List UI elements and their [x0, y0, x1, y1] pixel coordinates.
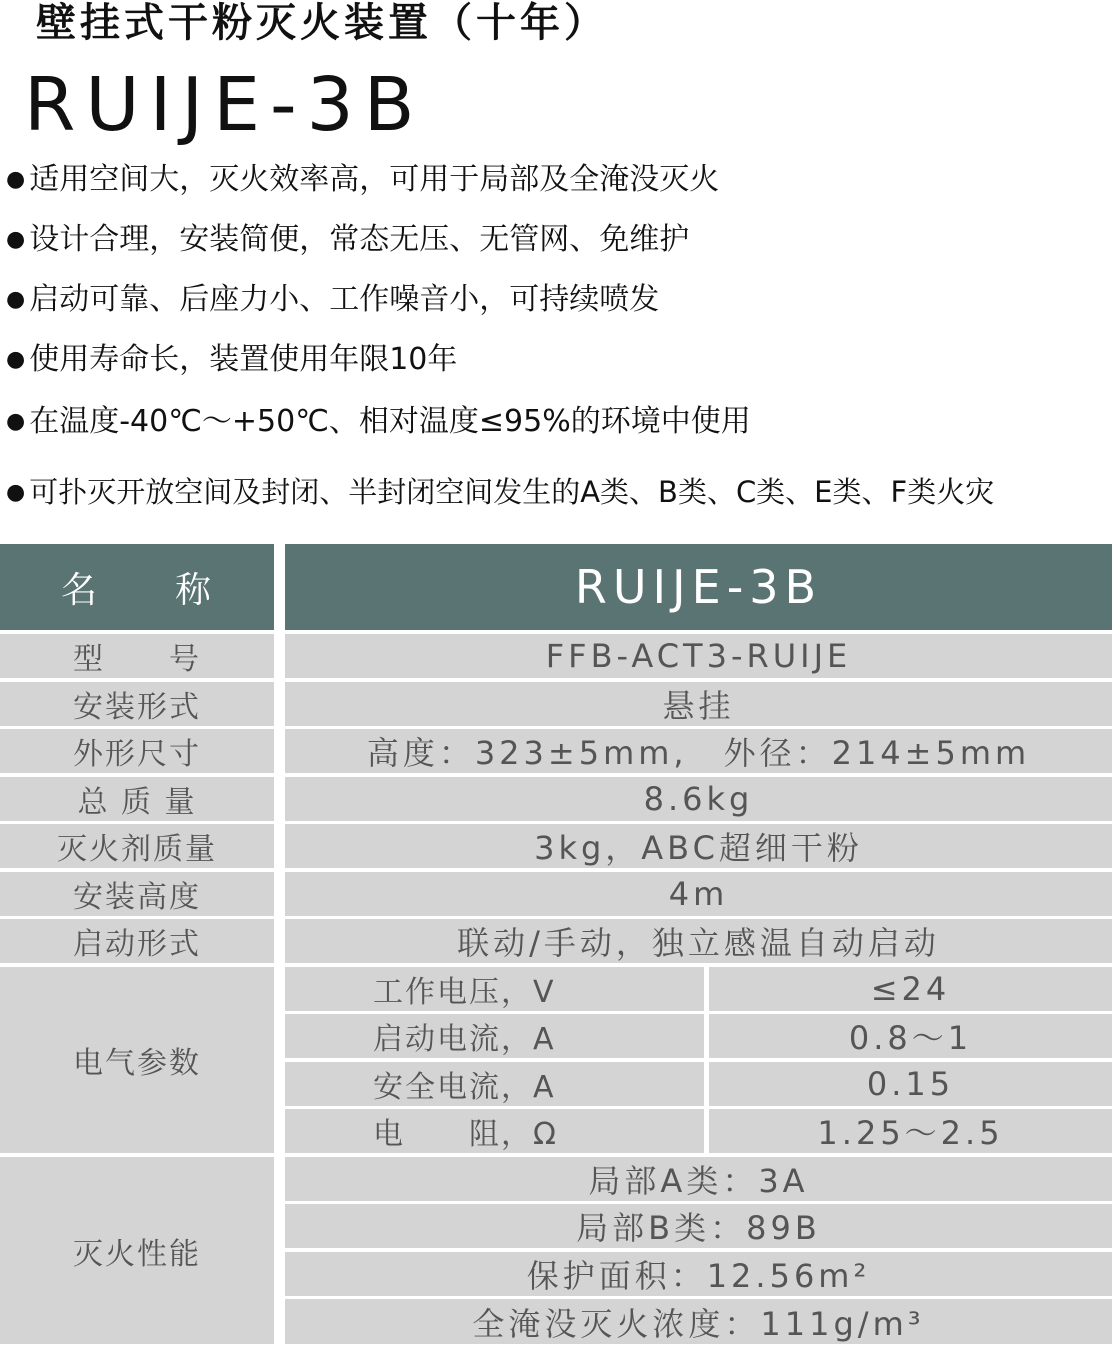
feature-text: 在温度-40℃～+50℃、相对温度≤95%的环境中使用: [29, 404, 751, 439]
performance-item: 局部A类：3A: [285, 1157, 1112, 1201]
electrical-param-name: 启动电流，A: [285, 1014, 704, 1058]
header-value-cell: RUIJE-3B: [285, 544, 1112, 630]
performance-item: 全淹没灭火浓度：111g/m³: [285, 1299, 1112, 1344]
spec-value-install: 悬挂: [285, 682, 1112, 726]
model-heading: RUIJE-3B: [24, 62, 425, 148]
electrical-param-value: 0.15: [709, 1062, 1112, 1106]
feature-text: 使用寿命长，装置使用年限10年: [29, 342, 458, 377]
electrical-param-value: 1.25～2.5: [709, 1109, 1112, 1153]
spec-label-size: 外形尺寸: [0, 729, 274, 773]
electrical-label: 电气参数: [0, 967, 274, 1153]
electrical-param-name: 工作电压，V: [285, 967, 704, 1011]
page-title: 壁挂式干粉灭火装置（十年）: [36, 0, 608, 46]
spec-label-height: 安装高度: [0, 872, 274, 916]
spec-label-agent: 灭火剂质量: [0, 824, 274, 868]
bullet-icon: ●: [6, 480, 26, 505]
spec-value-height: 4m: [285, 872, 1112, 916]
feature-item: [6, 338, 457, 382]
bullet-icon: ●: [6, 347, 26, 372]
feature-text: 设计合理，安装简便，常态无压、无管网、免维护: [29, 222, 690, 257]
feature-item: [6, 400, 751, 444]
performance-item: 局部B类：89B: [285, 1204, 1112, 1248]
spec-table: [0, 544, 1112, 1344]
spec-value-start: 联动/手动，独立感温自动启动: [285, 919, 1112, 963]
spec-label-install: 安装形式: [0, 682, 274, 726]
electrical-param-name: 安全电流，A: [285, 1062, 704, 1106]
feature-text: 适用空间大，灭火效率高，可用于局部及全淹没灭火: [29, 162, 720, 197]
feature-item: [6, 470, 994, 514]
spec-value-model: FFB-ACT3-RUIJE: [285, 634, 1112, 678]
spec-value-size: 高度：323±5mm, 外径：214±5mm: [285, 729, 1112, 773]
electrical-param-value: 0.8～1: [709, 1014, 1112, 1058]
header-label-cell: 名 称: [0, 544, 274, 630]
feature-item: [6, 278, 659, 322]
feature-text: 启动可靠、后座力小、工作噪音小，可持续喷发: [29, 282, 660, 317]
bullet-icon: ●: [6, 227, 26, 252]
electrical-param-name: 电 阻，Ω: [285, 1109, 704, 1153]
spec-label-model: 型 号: [0, 634, 274, 678]
spec-label-weight: 总 质 量: [0, 777, 274, 821]
bullet-icon: ●: [6, 409, 26, 434]
performance-item: 保护面积：12.56m²: [285, 1252, 1112, 1296]
spec-value-agent: 3kg，ABC超细干粉: [285, 824, 1112, 868]
feature-item: [6, 158, 719, 202]
spec-label-start: 启动形式: [0, 919, 274, 963]
bullet-icon: ●: [6, 287, 26, 312]
feature-text: 可扑灭开放空间及封闭、半封闭空间发生的A类、B类、C类、E类、F类火灾: [29, 475, 995, 509]
spec-value-weight: 8.6kg: [285, 777, 1112, 821]
bullet-icon: ●: [6, 167, 26, 192]
feature-item: [6, 218, 689, 262]
electrical-param-value: ≤24: [709, 967, 1112, 1011]
performance-label: 灭火性能: [0, 1157, 274, 1344]
